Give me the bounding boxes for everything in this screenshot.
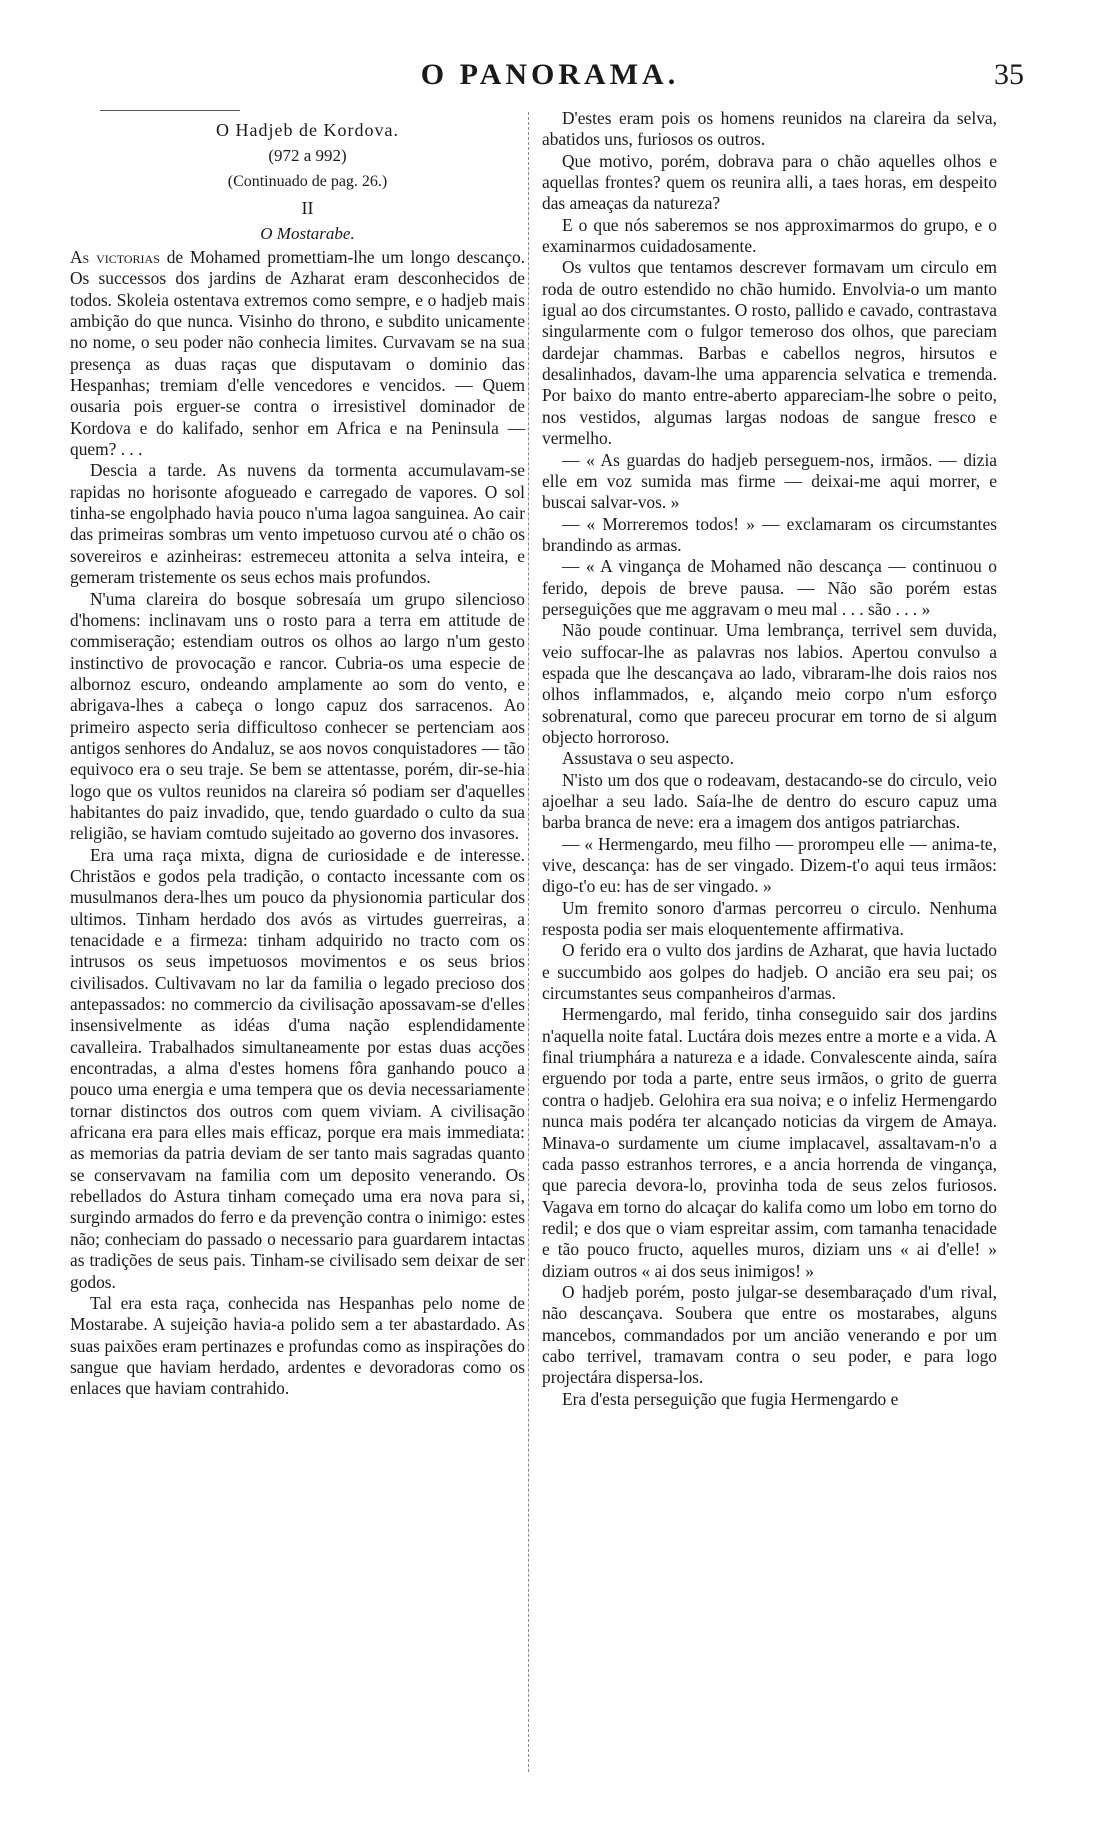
paragraph: D'estes eram pois os homens reunidos na clareira da selva, abatidos uns, furiosos os outros. — [542, 108, 997, 150]
column-divider — [528, 112, 529, 1772]
left-column — [70, 108, 525, 1400]
masthead: O PANORAMA. — [420, 58, 680, 91]
paragraph: Era uma raça mixta, digna de curiosidade e de interesse. Christãos e godos pela tradição, o contacto incessante com os musulmanos dera-lhes um pouco da physionomia particular dos ultimos. Tinham herdado dos avós as virtudes guerreiras, a tenacidade e a firmeza: tinham adquirido no tracto com os intrusos os seus impetuosos movimentos e os seus brios civilisados. Cultivavam no lar da familia o legado precioso dos antepassados: no commercio da civilisação apossavam-se d'elles insensivelmente as idéas d'uma nação esplendidamente cavalleira. Trabalhados simultaneamente por estas duas acções encontradas, a alma d'estes homens fôra ganhando pouco a pouco uma energia e uma tempera que os devia necessariamente tornar distinctos dos outros com quem viviam. A civilisação africana era para elles mais efficaz, porque era mais immediata: as memorias da patria deviam de ser tanto mais sagradas quanto se conservavam na familia com um deposito venerando. Os rebellados do Astura tinham começado uma era nova para si, surgindo armados do ferro e da prevenção contra o inimigo: estes não; conheciam do passado o necessario para guardarem intactas as tradições de seus pais. Tinham-se civilisado sem deixar de ser godos. — [70, 844, 525, 1292]
paragraph: Que motivo, porém, dobrava para o chão aquelles olhos e aquellas frontes? quem os reunira alli, a taes horas, em despeito das ameaças da natureza? — [542, 150, 997, 214]
paragraph: O ferido era o vulto dos jardins de Azharat, que havia luctado e succumbido aos golpes do hadjeb. O ancião era seu pai; os circumstantes seus companheiros d'armas. — [542, 940, 997, 1004]
page-header — [70, 58, 1030, 98]
paragraph: O hadjeb porém, posto julgar-se desembaraçado d'um rival, não descançava. Soubera que entre os mostarabes, alguns mancebos, commandados por um ancião venerando e por um cabo terrivel, tramavam contra o seu poder, e para logo projectára dispersa-los. — [542, 1281, 997, 1388]
lead-words: As victorias — [70, 247, 160, 267]
paragraph: Assustava o seu aspecto. — [562, 748, 734, 769]
paragraph: Hermengardo, mal ferido, tinha conseguido sair dos jardins n'aquella noite fatal. Luctára dois mezes entre a morte e a vida. A final triumphára a natureza e a idade. Convalescente ainda, saíra erguendo por toda a parte, entre seus irmãos, o grito de guerra contra o hadjeb. Gelohira era sua noiva; e o infeliz Hermengardo nunca mais podéra ter alcançado noticias da virgem de Amaya. Minava-o surdamente um ciume implacavel, assaltavam-n'o a cada passo estranhos terrores, e a ancia horrenda de vingança, que parecia devora-lo, provinha toda de seus zelos furiosos. Vagava em torno do alcaçar do kalifa como um lobo em torno do redil; e dos que o viam espreitar assim, com tamanha tenacidade e tão pouco fructo, aquelles muros, diziam uns « ai d'elle! » diziam outros « ai dos seus inimigos! » — [542, 1004, 997, 1281]
paragraph: Descia a tarde. As nuvens da tormenta accumulavam-se rapidas no horisonte afogueado e carregado de vapores. O sol tinha-se engolphado havia pouco n'uma lagoa sanguinea. Ao cair das primeiras sombras um vento impetuoso curvou até o chão os sovereiros e azinheiras: estremeceu attonita a selva inteira, e gemeram tristemente os seus echos mais profundos. — [70, 460, 525, 588]
paragraph: Os vultos que tentamos descrever formavam um circulo em roda de outro estendido no chão humido. Envolvia-o um manto igual ao dos circumstantes. O rosto, pallido e cavado, contrastava singularmente com o fulgor temeroso dos olhos, que pareciam dardejar chammas. Barbas e cabellos negros, hirsutos e desalinhados, davam-lhe uma apparencia selvatica e tremenda. Por baixo do manto entre-aberto appareciam-lhe sobre o peito, nos vestidos, algumas largas nodoas de sangue fresco e vermelho. — [542, 257, 997, 449]
article-dates: (972 a 992) — [268, 146, 347, 165]
paragraph: N'uma clareira do bosque sobresaía um grupo silencioso d'homens: inclinavam uns o rosto para a terra em attitude de commiseração; estendiam outros os olhos ao largo n'um gesto instinctivo de provocação e rancor. Cubria-os uma especie de albornoz escuro, ondeando amplamente ao som do vento, e abrigava-lhes a cabeça o longo capuz dos sarracenos. Ao primeiro aspecto seria difficultoso conhecer se pertenciam aos antigos senhores do Andaluz, se aos novos conquistadores — tão equivoco era o seu traje. Se bem se attentasse, porém, dir-se-hia logo que os vultos reunidos na clareira só podiam ser d'aquelles habitantes do paiz invadido, que, tendo guardado o culto da sua religião, se haviam comtudo sujeitado ao governo dos invasores. — [70, 588, 525, 844]
paragraph-text: de Mohamed promettiam-lhe um longo descanço. Os successos dos jardins de Azharat eram desconhecidos de todos. Skoleia ostentava extremos como sempre, e o hadjeb mais ambição do que nunca. Visinho do throno, e subdito unicamente no nome, o seu poder não conhecia limites. Curvavam se na sua presença as duas raças que disputavam o dominio das Hespanhas; tremiam d'elle vencedores e vencidos. — Quem ousaria pois erguer-se contra o irresistivel dominador de Kordova e do kalifado, senhor em Africa e na Peninsula — quem? . . . — [70, 247, 525, 460]
paragraph: N'isto um dos que o rodeavam, destacando-se do circulo, veio ajoelhar a seu lado. Saía-lhe de dentro do escuro capuz uma barba branca de neve: era a imagem dos antigos patriarchas. — [542, 769, 997, 833]
article-continued: (Continuado de pag. 26.) — [227, 173, 388, 190]
right-column — [542, 108, 997, 1410]
article-subtitle: O Mostarabe. — [260, 224, 355, 243]
article-part: II — [301, 198, 314, 218]
paragraph — [70, 247, 525, 460]
paragraph: Um fremito sonoro d'armas percorreu o circulo. Nenhuma resposta podia ser mais eloquentemente affirmativa. — [542, 897, 997, 940]
article-title: O Hadjeb de Kordova. — [216, 120, 399, 140]
page-number: 35 — [994, 58, 1024, 91]
paragraph: — « A vingança de Mohamed não descança — continuou o ferido, depois de breve pausa. — Não são porém estas perseguições que me aggravam o meu mal . . . são . . . » — [542, 556, 997, 619]
paragraph: — « Morreremos todos! » — exclamaram os circumstantes brandindo as armas. — [542, 513, 997, 555]
paragraph: E o que nós saberemos se nos approximarmos do grupo, e o examinarmos cuidadosamente. — [542, 214, 997, 257]
title-rule — [100, 110, 240, 111]
paragraph: — « Hermengardo, meu filho — prorompeu elle — anima-te, vive, descança: has de ser vingado. Dizem-t'o aqui teus irmãos: digo-t'o eu: has de ser vingado. » — [542, 833, 997, 897]
paragraph: — « As guardas do hadjeb perseguem-nos, irmãos. — dizia elle em voz sumida mas firme — deixai-me aqui morrer, e buscai salvar-vos. » — [542, 449, 997, 513]
paragraph: Tal era esta raça, conhecida nas Hespanhas pelo nome de Mostarabe. A sujeição havia-a polido sem a ter abastardado. As suas paixões eram pertinazes e profundas como as inspirações do sangue que haviam herdado, ardentes e devoradoras como os enlaces que haviam contrahido. — [70, 1292, 525, 1399]
paragraph: Era d'esta perseguição que fugia Hermengardo e — [562, 1388, 899, 1409]
paragraph: Não poude continuar. Uma lembrança, terrivel sem duvida, veio suffocar-lhe as palavras nos labios. Apertou convulso a espada que lhe descançava ao lado, vibraram-lhe dois raios nos olhos inflammados, e, alçando meio corpo n'um esforço sobrenatural, como que pareceu procurar em torno de si algum objecto horroroso. — [542, 620, 997, 747]
